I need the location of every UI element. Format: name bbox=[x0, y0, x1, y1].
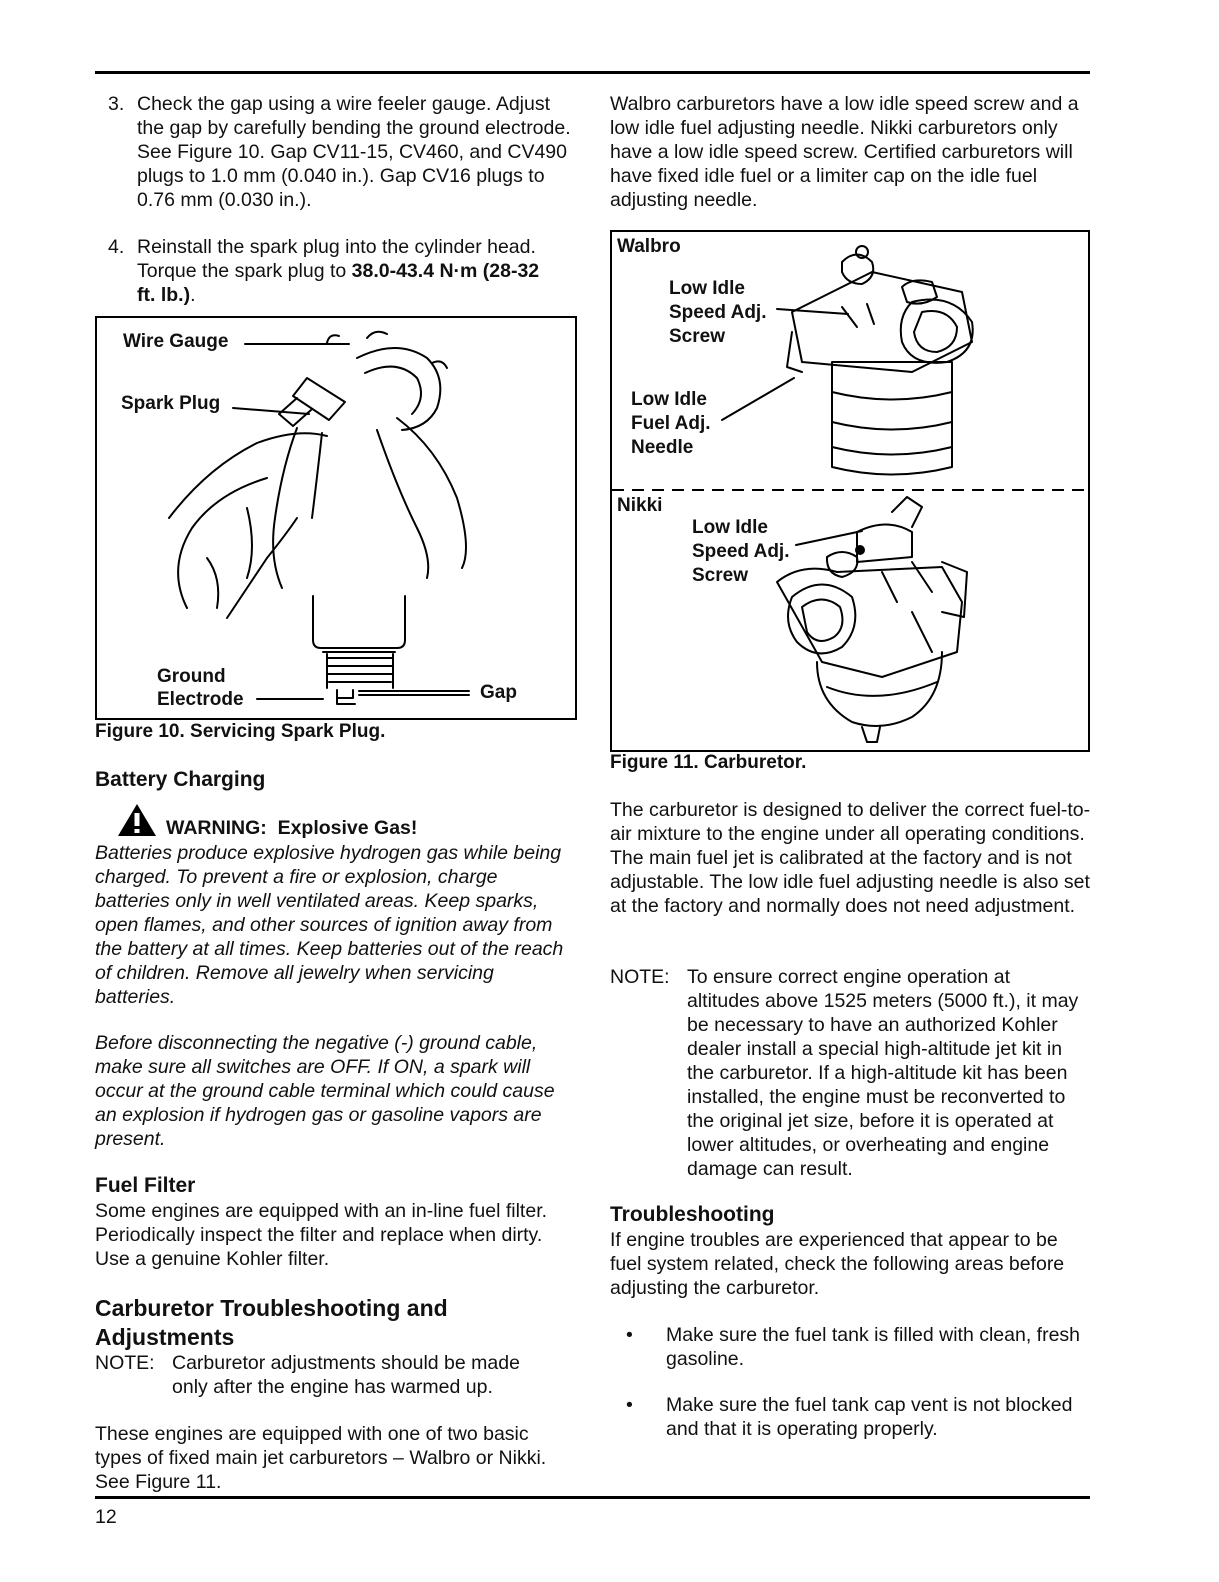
note-label: NOTE: bbox=[95, 1352, 155, 1374]
figure-10-spark-plug bbox=[95, 316, 577, 720]
label-walbro-low-idle-speed-screw: Low Idle Speed Adj. Screw bbox=[669, 278, 767, 347]
torque-value: 38.0-43.4 N·m (28-32 ft. lb.) bbox=[137, 260, 540, 306]
warning-text: WARNING: Explosive Gas! bbox=[166, 817, 418, 839]
label-walbro: Walbro bbox=[617, 236, 681, 257]
top-rule bbox=[95, 71, 1090, 74]
carb-description-text: The carburetor is designed to deliver the correct fuel-to-air mixture to the engine under all operating conditions. The main fuel jet is calibrated at the factory and is not adjustable. The low idle fuel adjusting needle is also set at the factory and normally does not need adjustment. bbox=[610, 799, 1091, 917]
bullet-text: Make sure the fuel tank is filled with clean, fresh gasoline. bbox=[666, 1324, 1081, 1370]
warning-triangle-icon bbox=[117, 803, 157, 837]
altitude-note bbox=[610, 965, 1090, 1181]
fuel-filter-text: Some engines are equipped with an in-line fuel filter. Periodically inspect the filter and replace when dirty. Use a genuine Kohler filter. bbox=[95, 1200, 548, 1270]
label-gap: Gap bbox=[480, 682, 517, 703]
battery-ground-paragraph: Before disconnecting the negative (-) ground cable, make sure all switches are OFF. If ON, a spark will occur at the ground cable terminal which could cause an explosion if hydrogen gas or gasoline vapors are present. bbox=[95, 1032, 555, 1150]
troubleshooting-heading: Troubleshooting bbox=[610, 1203, 775, 1226]
battery-warning-paragraph: Batteries produce explosive hydrogen gas while being charged. To prevent a fire or explosion, charge batteries only in well ventilated areas. Keep sparks, open flames, and other sources of ignition away from the battery at all times. Keep batteries out of the reach of children. Remove all jewelry when servicing batteries. bbox=[95, 842, 564, 1008]
bullet-mark: • bbox=[626, 1394, 633, 1416]
carb-intro-text: Walbro carburetors have a low idle speed screw and a low idle fuel adjusting needle. Nikki carburetors only have a low idle speed screw. Certified carburetors will have fixed idle fuel or a limiter cap on the idle fuel adjusting needle. bbox=[610, 93, 1079, 211]
bullet-item bbox=[626, 1323, 1086, 1371]
fuel-filter-heading: Fuel Filter bbox=[95, 1174, 196, 1197]
figure-10-caption: Figure 10. Servicing Spark Plug. bbox=[95, 721, 386, 742]
troubleshooting-text: If engine troubles are experienced that appear to be fuel system related, check the following areas before adjusting the carburetor. bbox=[610, 1229, 1065, 1299]
carb-note bbox=[95, 1351, 565, 1399]
bullet-text: Make sure the fuel tank cap vent is not blocked and that it is operating properly. bbox=[666, 1394, 1073, 1440]
figure-11-caption: Figure 11. Carburetor. bbox=[610, 752, 807, 773]
bullet-item bbox=[626, 1393, 1086, 1441]
label-nikki-low-idle-speed-screw: Low Idle Speed Adj. Screw bbox=[692, 517, 790, 586]
label-ground: Ground bbox=[157, 666, 226, 687]
carb-section-heading-line2: Adjustments bbox=[95, 1324, 235, 1350]
step-number: 4. bbox=[108, 236, 125, 258]
label-nikki: Nikki bbox=[617, 495, 663, 516]
bottom-rule bbox=[95, 1496, 1090, 1499]
carb-section-heading-line1: Carburetor Troubleshooting and bbox=[95, 1295, 448, 1321]
battery-charging-heading: Battery Charging bbox=[95, 768, 266, 791]
note-text: Carburetor adjustments should be made only after the engine has warmed up. bbox=[172, 1352, 520, 1398]
note-text: To ensure correct engine operation at altitudes above 1525 meters (5000 ft.), it may be necessary to have an authorized Kohler dealer install a special high-altitude jet kit in the carburetor. If a high-altitude kit has been installed, the engine must be reconverted to the original jet size, before it is operated at lower altitudes, or overheating and engine damage can result. bbox=[687, 966, 1079, 1180]
step-text bbox=[137, 235, 542, 307]
step-number: 3. bbox=[108, 93, 125, 115]
carb-types-text: These engines are equipped with one of two basic types of fixed main jet carburetors – Walbro or Nikki. See Figure 11. bbox=[95, 1423, 547, 1493]
note-label: NOTE: bbox=[610, 966, 670, 988]
figure-11-carburetor bbox=[610, 230, 1090, 752]
step-text-body: Reinstall the spark plug into the cylinder head. Torque the spark plug to bbox=[137, 236, 536, 282]
label-spark-plug: Spark Plug bbox=[121, 393, 221, 414]
label-electrode: Electrode bbox=[157, 689, 244, 710]
warning-line bbox=[117, 803, 567, 837]
step-text: Check the gap using a wire feeler gauge. Adjust the gap by carefully bending the ground electrode. See Figure 10. Gap CV11-15, CV460, and CV490 plugs to 1.0 mm (0.040 in.). Gap CV16 plugs to 0.76 mm (0.030 in.). bbox=[137, 93, 571, 211]
page-number: 12 bbox=[95, 1506, 117, 1528]
label-walbro-low-idle-fuel-needle: Low Idle Fuel Adj. Needle bbox=[631, 389, 711, 458]
step-text-end: . bbox=[190, 284, 196, 306]
label-wire-gauge: Wire Gauge bbox=[123, 331, 229, 352]
bullet-mark: • bbox=[626, 1324, 633, 1346]
spark-plug-illustration bbox=[97, 318, 575, 718]
